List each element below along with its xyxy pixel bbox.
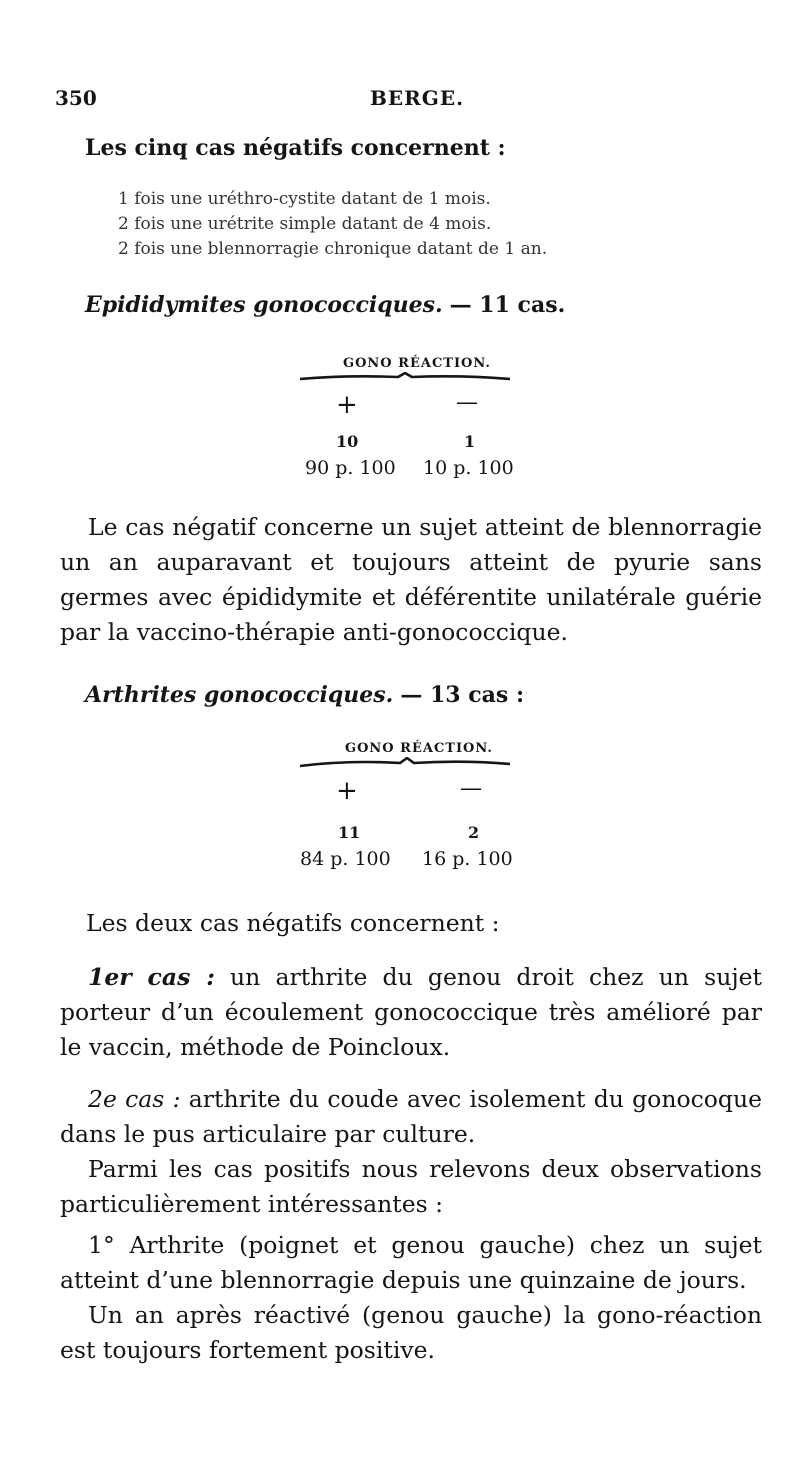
intro-item-2: 2 fois une urétrite simple datant de 4 mois. [118, 214, 492, 234]
running-head: BERGE. [370, 86, 465, 110]
case-1-label: 1er cas : [88, 963, 215, 991]
arthrites-plus-percent: 84 p. 100 [300, 848, 391, 870]
epididymites-brace [298, 372, 512, 386]
epididymites-paragraph: Le cas négatif concerne un sujet atteint de blennorragie un an auparavant et toujours atteint de pyurie sans germes avec épididymite et déférentite unilatérale guérie par la vaccino-thérapie anti-gonococcique. [60, 513, 762, 646]
positive-cases-intro: Parmi les cas positifs nous relevons deux observations particulièrement intéressantes : [60, 1155, 762, 1218]
arthrites-plus-sign: + [336, 776, 358, 806]
epididymites-minus-percent: 10 p. 100 [423, 457, 514, 479]
arthrites-plus-count: 11 [338, 823, 361, 842]
epididymites-minus-count: 1 [464, 432, 476, 451]
arthrites-minus-percent: 16 p. 100 [422, 848, 513, 870]
arthrites-minus-count: 2 [468, 823, 480, 842]
case-1-paragraph [60, 960, 762, 1065]
epididymites-minus-sign: — [456, 390, 478, 415]
intro-item-3: 2 fois une blennorragie chronique datant de 1 an. [118, 239, 548, 259]
section-title-arthrites [85, 682, 524, 708]
page-number: 350 [55, 86, 97, 110]
case-2-label: 2e cas : [88, 1085, 181, 1113]
epididymites-plus-percent: 90 p. 100 [305, 457, 396, 479]
arthrites-table-label: GONO RÉACTION. [345, 741, 493, 756]
arthrites-brace [298, 757, 512, 771]
section-title-epididymites [85, 292, 565, 318]
intro-item-1: 1 fois une uréthro-cystite datant de 1 mois. [118, 189, 491, 209]
epididymites-plus-sign: + [336, 390, 358, 420]
case-1-text: un arthrite du genou droit chez un sujet porteur d’un écoulement gonococcique très amélioré par le vaccin, méthode de Poincloux. [60, 963, 762, 1061]
case-2-paragraph [60, 1082, 762, 1152]
arthrites-title: Arthrites gonococciques. [85, 682, 394, 708]
epididymites-plus-count: 10 [336, 432, 359, 451]
case-2-text: arthrite du coude avec isolement du gonocoque dans le pus articulaire par culture. [60, 1085, 763, 1148]
observation-1-followup: Un an après réactivé (genou gauche) la gono-réaction est toujours fortement positive. [60, 1301, 762, 1364]
arthrites-minus-sign: — [460, 776, 482, 801]
negative-cases-heading: Les deux cas négatifs concernent : [86, 909, 500, 937]
arthrites-count: — 13 cas : [400, 682, 525, 708]
intro-heading: Les cinq cas négatifs concernent : [85, 135, 506, 161]
observation-1: 1° Arthrite (poignet et genou gauche) chez un sujet atteint d’une blennorragie depuis une quinzaine de jours. [60, 1231, 762, 1294]
epididymites-title: Epididymites gonococciques. [85, 292, 443, 318]
epididymites-count: — 11 cas. [449, 292, 566, 318]
epididymites-table-label: GONO RÉACTION. [343, 356, 491, 371]
